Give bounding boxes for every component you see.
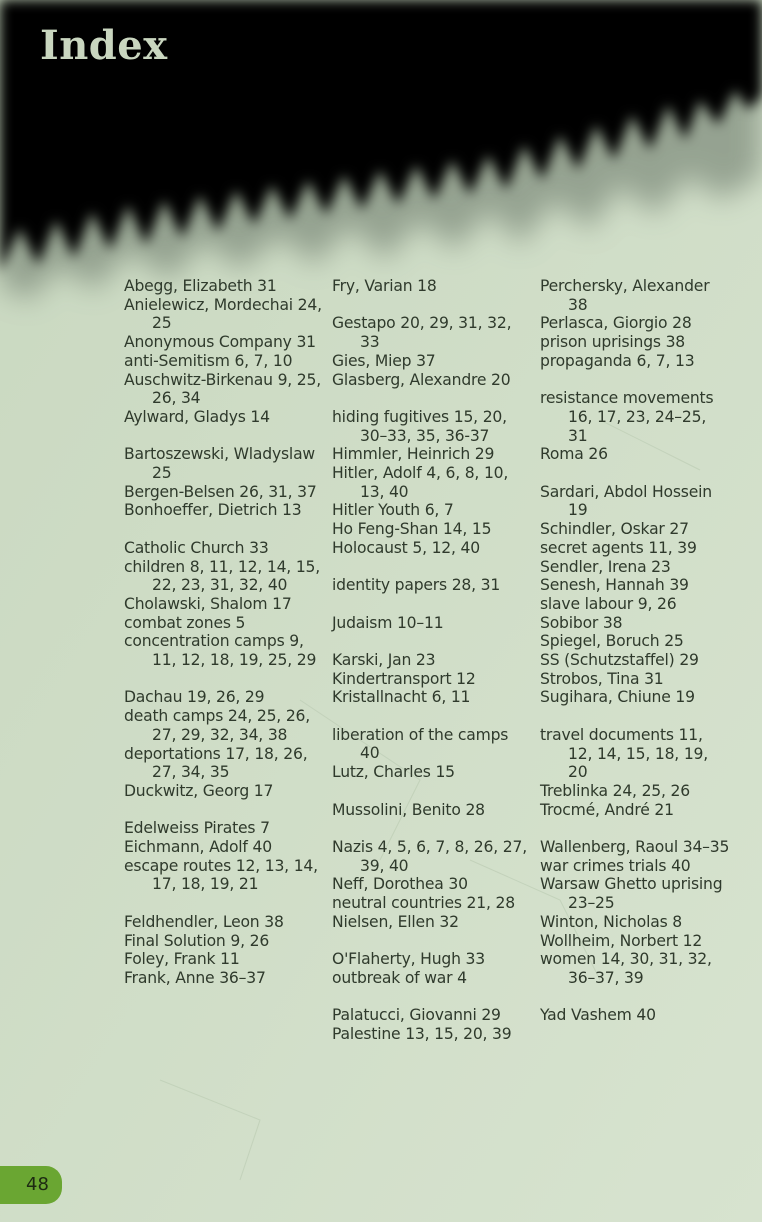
index-entry: children 8, 11, 12, 14, 15, 22, 23, 31, 32, 40 bbox=[124, 557, 321, 595]
index-entry: Auschwitz-Birkenau 9, 25, 26, 34 bbox=[124, 370, 322, 408]
section-gap bbox=[124, 520, 324, 539]
index-entry: secret agents 11, 39 bbox=[540, 538, 697, 557]
index-entry: Schindler, Oskar 27 bbox=[540, 520, 689, 539]
index-entry: Nazis 4, 5, 6, 7, 8, 26, 27, 39, 40 bbox=[332, 837, 527, 875]
index-entry: Gestapo 20, 29, 31, 32, 33 bbox=[332, 314, 512, 352]
section-gap bbox=[332, 632, 532, 651]
index-entry: Aylward, Gladys 14 bbox=[124, 407, 270, 426]
section-gap bbox=[332, 707, 532, 726]
index-entry: neutral countries 21, 28 bbox=[332, 894, 515, 913]
index-entry: Bonhoeffer, Dietrich 13 bbox=[124, 501, 302, 520]
index-entry: Winton, Nicholas 8 bbox=[540, 912, 683, 931]
index-entry: Bergen-Belsen 26, 31, 37 bbox=[124, 482, 317, 501]
index-entry: prison uprisings 38 bbox=[540, 333, 686, 352]
index-entry: Feldhendler, Leon 38 bbox=[124, 912, 284, 931]
index-entry: Sobibor 38 bbox=[540, 613, 623, 632]
section-gap bbox=[332, 558, 532, 577]
index-entry: Roma 26 bbox=[540, 445, 608, 464]
section-gap bbox=[124, 801, 324, 820]
index-entry: Sendler, Irena 23 bbox=[540, 557, 671, 576]
index-entry: Anielewicz, Mordechai 24, 25 bbox=[124, 295, 322, 333]
index-entry: Himmler, Heinrich 29 bbox=[332, 445, 495, 464]
section-gap bbox=[332, 296, 532, 315]
index-entry: Eichmann, Adolf 40 bbox=[124, 838, 272, 857]
section-gap bbox=[540, 707, 730, 726]
section-gap bbox=[540, 988, 730, 1007]
index-entry: Kristallnacht 6, 11 bbox=[332, 688, 471, 707]
section-gap bbox=[332, 389, 532, 408]
index-entry: Kindertransport 12 bbox=[332, 669, 476, 688]
index-entry: outbreak of war 4 bbox=[332, 968, 467, 987]
index-entry: Treblinka 24, 25, 26 bbox=[540, 781, 690, 800]
index-entry: Neff, Dorothea 30 bbox=[332, 875, 468, 894]
section-gap bbox=[332, 782, 532, 801]
index-entry: Sardari, Abdol Hossein 19 bbox=[540, 482, 712, 520]
index-entry: war crimes trials 40 bbox=[540, 856, 691, 875]
index-entry: Hitler, Adolf 4, 6, 8, 10, 13, 40 bbox=[332, 464, 509, 501]
index-entry: Frank, Anne 36–37 bbox=[124, 968, 266, 987]
section-gap bbox=[332, 819, 532, 838]
index-entry: Hitler Youth 6, 7 bbox=[332, 501, 454, 520]
index-column-3 bbox=[540, 277, 730, 1025]
index-entry: Judaism 10–11 bbox=[332, 613, 444, 632]
index-entry: Fry, Varian 18 bbox=[332, 277, 437, 295]
index-entry: deportations 17, 18, 26, 27, 34, 35 bbox=[124, 744, 308, 782]
index-entry: Wollheim, Norbert 12 bbox=[540, 931, 703, 950]
index-entry: liberation of the camps 40 bbox=[332, 725, 509, 763]
section-gap bbox=[540, 371, 730, 390]
section-gap bbox=[332, 595, 532, 614]
index-entry: anti-Semitism 6, 7, 10 bbox=[124, 351, 293, 370]
index-entry: Yad Vashem 40 bbox=[540, 1006, 656, 1025]
index-entry: Senesh, Hannah 39 bbox=[540, 576, 689, 595]
index-entry: Dachau 19, 26, 29 bbox=[124, 688, 265, 707]
index-entry: Duckwitz, Georg 17 bbox=[124, 781, 274, 800]
index-entry: Edelweiss Pirates 7 bbox=[124, 819, 270, 838]
index-column-2 bbox=[332, 277, 532, 1044]
index-entry: escape routes 12, 13, 14, 17, 18, 19, 21 bbox=[124, 856, 318, 894]
section-gap bbox=[540, 464, 730, 483]
index-entry: propaganda 6, 7, 13 bbox=[540, 351, 695, 370]
section-gap bbox=[124, 427, 324, 446]
index-entry: Wallenberg, Raoul 34–35 bbox=[540, 838, 730, 857]
index-entry: Anonymous Company 31 bbox=[124, 333, 316, 352]
index-entry: Perchersky, Alexander 38 bbox=[540, 277, 710, 314]
index-entry: identity papers 28, 31 bbox=[332, 576, 501, 595]
index-entry: Warsaw Ghetto uprising 23–25 bbox=[540, 875, 723, 913]
index-entry: Perlasca, Giorgio 28 bbox=[540, 314, 692, 333]
index-entry: Nielsen, Ellen 32 bbox=[332, 912, 459, 931]
index-entry: Catholic Church 33 bbox=[124, 538, 269, 557]
section-gap bbox=[332, 931, 532, 950]
index-entry: death camps 24, 25, 26, 27, 29, 32, 34, 38 bbox=[124, 707, 311, 744]
index-entry: O'Flaherty, Hugh 33 bbox=[332, 950, 485, 969]
index-entry: Final Solution 9, 26 bbox=[124, 931, 270, 950]
index-entry: Karski, Jan 23 bbox=[332, 650, 436, 669]
index-entry: Gies, Miep 37 bbox=[332, 351, 436, 370]
index-entry: women 14, 30, 31, 32, 36–37, 39 bbox=[540, 950, 712, 987]
index-entry: hiding fugitives 15, 20, 30–33, 35, 36-37 bbox=[332, 407, 507, 445]
index-entry: Palestine 13, 15, 20, 39 bbox=[332, 1024, 512, 1043]
section-gap bbox=[124, 670, 324, 689]
index-column-1 bbox=[124, 277, 324, 988]
index-entry: Abegg, Elizabeth 31 bbox=[124, 277, 277, 295]
index-entry: Mussolini, Benito 28 bbox=[332, 800, 485, 819]
index-entry: Cholawski, Shalom 17 bbox=[124, 594, 292, 613]
index-entry: Palatucci, Giovanni 29 bbox=[332, 1006, 501, 1025]
index-entry: Trocmé, André 21 bbox=[540, 800, 674, 819]
section-gap bbox=[540, 819, 730, 838]
index-entry: Strobos, Tina 31 bbox=[540, 669, 664, 688]
index-entry: travel documents 11, 12, 14, 15, 18, 19, 20 bbox=[540, 725, 709, 782]
index-entry: Spiegel, Boruch 25 bbox=[540, 632, 684, 651]
index-entry: concentration camps 9, 11, 12, 18, 19, 25, 29 bbox=[124, 632, 317, 670]
index-entry: resistance movements 16, 17, 23, 24–25, 31 bbox=[540, 389, 714, 445]
index-entry: Glasberg, Alexandre 20 bbox=[332, 370, 511, 389]
section-gap bbox=[332, 988, 532, 1007]
index-entry: SS (Schutzstaffel) 29 bbox=[540, 651, 699, 670]
index-entry: slave labour 9, 26 bbox=[540, 594, 677, 613]
index-entry: Sugihara, Chiune 19 bbox=[540, 688, 695, 707]
index-entry: Ho Feng-Shan 14, 15 bbox=[332, 520, 492, 539]
section-gap bbox=[124, 894, 324, 913]
index-entry: Foley, Frank 11 bbox=[124, 950, 240, 969]
index-entry: Bartoszewski, Wladyslaw 25 bbox=[124, 445, 315, 483]
page-number-badge: 48 bbox=[0, 1166, 62, 1204]
page-title: Index bbox=[40, 22, 168, 69]
index-entry: Holocaust 5, 12, 40 bbox=[332, 538, 480, 557]
index-entry: Lutz, Charles 15 bbox=[332, 763, 455, 782]
index-entry: combat zones 5 bbox=[124, 613, 246, 632]
